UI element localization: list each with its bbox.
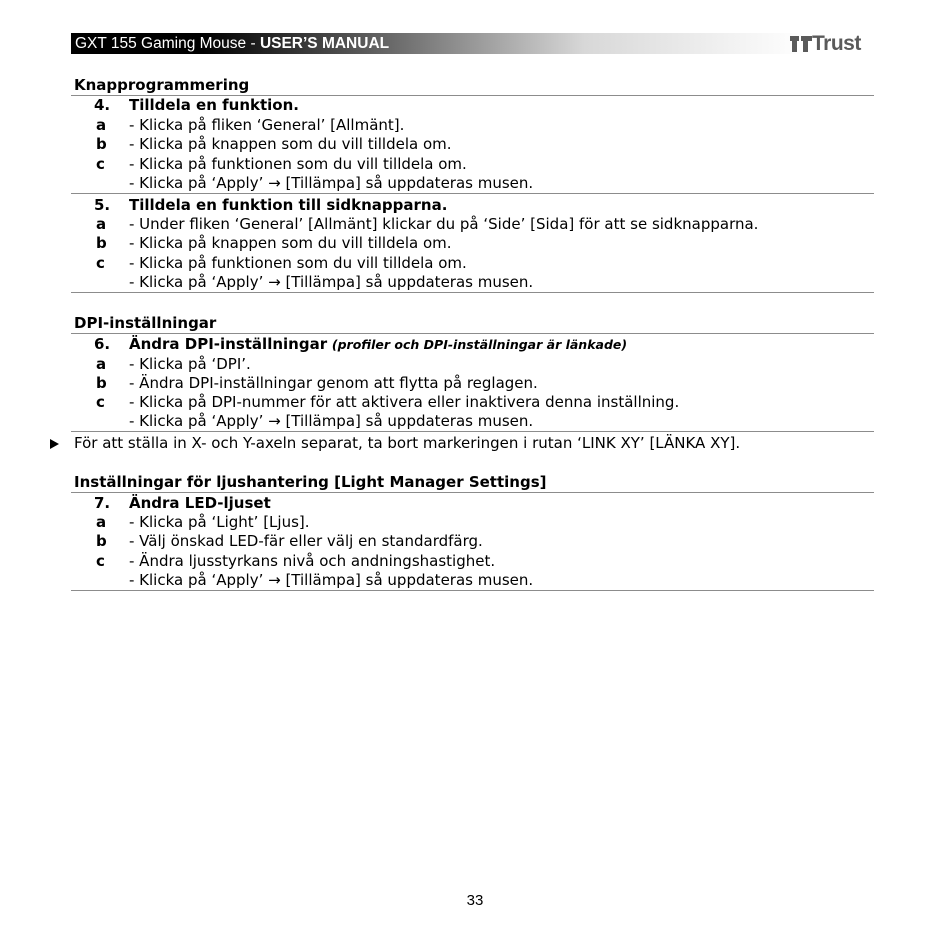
step-text: - Klicka på knappen som du vill tilldela om. <box>129 234 452 252</box>
step-letter: b <box>96 532 107 550</box>
step-6-apply <box>0 412 950 431</box>
step-text: - Under fliken ‘General’ [Allmänt] klickar du på ‘Side’ [Sida] för att se sidknapparna. <box>129 215 759 233</box>
divider <box>71 333 874 334</box>
step-number: 4. <box>94 96 111 114</box>
step-letter: c <box>96 552 105 570</box>
step-text: - Ändra DPI-inställningar genom att flytta på reglagen. <box>129 374 538 392</box>
step-5-heading <box>0 196 950 215</box>
step-5-apply <box>0 273 950 292</box>
triangle-bullet-icon <box>50 439 59 449</box>
step-number: 5. <box>94 196 111 214</box>
header-manual: USER’S MANUAL <box>259 35 390 52</box>
step-letter: b <box>96 135 107 153</box>
step-text: - Välj önskad LED-fär eller välj en standardfärg. <box>129 532 483 550</box>
step-letter: b <box>96 234 107 252</box>
section-title-dpi: DPI-inställningar <box>74 314 217 332</box>
step-6b <box>0 374 950 393</box>
section-title-light-manager: Inställningar för ljushantering [Light Manager Settings] <box>74 473 547 491</box>
step-letter: c <box>96 393 105 411</box>
step-letter: b <box>96 374 107 392</box>
step-text: - Ändra ljusstyrkans nivå och andningshastighet. <box>129 552 496 570</box>
step-title: Ändra LED-ljuset <box>129 494 271 512</box>
step-letter: c <box>96 155 105 173</box>
step-letter: a <box>96 355 107 373</box>
step-text: - Klicka på ‘Apply’ → [Tillämpa] så uppdateras musen. <box>129 412 534 430</box>
divider <box>71 492 874 493</box>
step-letter: c <box>96 254 105 272</box>
step-text: - Klicka på DPI-nummer för att aktivera eller inaktivera denna inställning. <box>129 393 680 411</box>
step-letter: a <box>96 215 107 233</box>
step-text: - Klicka på ‘Apply’ → [Tillämpa] så uppdateras musen. <box>129 571 534 589</box>
step-6c <box>0 393 950 412</box>
step-7b <box>0 532 950 551</box>
step-4b <box>0 135 950 154</box>
step-7a <box>0 513 950 532</box>
step-7-apply <box>0 571 950 590</box>
step-6a <box>0 355 950 374</box>
step-text: - Klicka på ‘DPI’. <box>129 355 251 373</box>
step-number: 7. <box>94 494 111 512</box>
header-product: GXT 155 Gaming Mouse - <box>75 35 260 52</box>
step-4-apply <box>0 174 950 193</box>
step-7-heading <box>0 494 950 513</box>
divider <box>71 292 874 293</box>
step-text: - Klicka på funktionen som du vill tilldela om. <box>129 155 467 173</box>
brand-logo <box>790 32 861 56</box>
step-text: - Klicka på knappen som du vill tilldela om. <box>129 135 452 153</box>
step-text: - Klicka på ‘Apply’ → [Tillämpa] så uppdateras musen. <box>129 273 534 291</box>
step-5a <box>0 215 950 234</box>
step-note: (profiler och DPI-inställningar är länkade) <box>331 337 628 352</box>
step-text: - Klicka på funktionen som du vill tilldela om. <box>129 254 467 272</box>
step-4a <box>0 116 950 135</box>
header-title <box>75 35 389 53</box>
brand-logo-text: Trust <box>812 32 861 55</box>
tip-note <box>0 434 950 453</box>
step-title: Ändra DPI-inställningar <box>129 335 328 353</box>
divider <box>71 193 874 194</box>
step-text: - Klicka på ‘Light’ [Ljus]. <box>129 513 310 531</box>
divider <box>71 590 874 591</box>
step-text: - Klicka på fliken ‘General’ [Allmänt]. <box>129 116 405 134</box>
step-5b <box>0 234 950 253</box>
step-title-line <box>129 335 627 354</box>
divider <box>71 431 874 432</box>
step-number: 6. <box>94 335 111 353</box>
step-5c <box>0 254 950 273</box>
tip-text: För att ställa in X- och Y-axeln separat, ta bort markeringen i rutan ‘LINK XY’ [LÄNKA XY]. <box>74 434 741 452</box>
step-letter: a <box>96 116 107 134</box>
step-6-heading <box>0 335 950 354</box>
step-4c <box>0 155 950 174</box>
step-4-heading <box>0 96 950 115</box>
trust-logo-mark-icon <box>790 34 812 54</box>
step-7c <box>0 552 950 571</box>
page-number: 33 <box>466 892 484 909</box>
step-text: - Klicka på ‘Apply’ → [Tillämpa] så uppdateras musen. <box>129 174 534 192</box>
step-letter: a <box>96 513 107 531</box>
section-title-knapprogrammering: Knapprogrammering <box>74 76 250 94</box>
step-title: Tilldela en funktion till sidknapparna. <box>129 196 448 214</box>
step-title: Tilldela en funktion. <box>129 96 299 114</box>
